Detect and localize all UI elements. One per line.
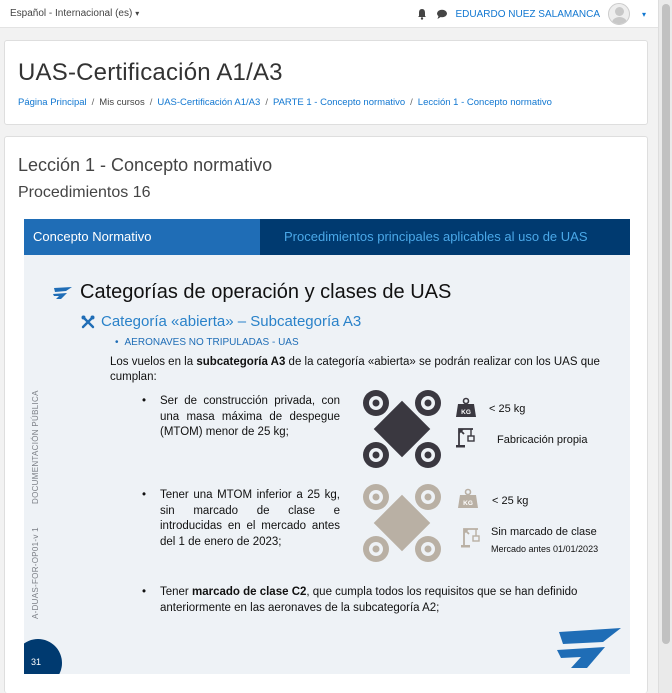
bullet-dot: • xyxy=(115,337,119,348)
breadcrumb-separator: / xyxy=(91,97,95,108)
intro-pre: Los vuelos en la xyxy=(110,356,197,368)
slide-image xyxy=(24,219,630,674)
bullet-dot: • xyxy=(142,395,147,407)
lesson-title: Lección 1 - Concepto normativo xyxy=(18,155,273,175)
breadcrumb-part[interactable]: PARTE 1 - Concepto normativo xyxy=(272,97,406,108)
slide-subheading: Categoría «abierta» – Subcategoría A3 xyxy=(101,313,362,330)
slide-intro xyxy=(110,355,620,385)
intro-post: de la categoría «abierta» se podrán realizar con los UAS que cumplan: xyxy=(110,356,600,383)
page-title: UAS-Certificación A1/A3 xyxy=(18,59,283,86)
requirement-text-1: Ser de construcción privada, con una masa máxima de despegue (MTOM) menor de 25 kg; xyxy=(160,395,340,438)
aesa-logo-icon xyxy=(52,285,74,301)
breadcrumb-my-courses: Mis cursos xyxy=(99,97,145,108)
language-selector[interactable] xyxy=(10,8,139,19)
slide-bullet-small xyxy=(115,337,299,348)
drone-dark-icon xyxy=(362,389,442,469)
user-avatar[interactable] xyxy=(608,3,630,25)
breadcrumb-separator: / xyxy=(265,97,268,108)
item3-bold: marcado de clase C2 xyxy=(191,586,307,598)
user-nav xyxy=(416,2,646,26)
user-menu-chevron-icon[interactable]: ▾ xyxy=(641,9,646,19)
bullet-dot: • xyxy=(142,586,147,598)
page-header xyxy=(4,40,648,125)
breadcrumb-course[interactable]: UAS-Certificación A1/A3 xyxy=(157,97,261,108)
bullet-small-text: AERONAVES NO TRIPULADAS - UAS xyxy=(124,337,299,348)
bullet-dot: • xyxy=(142,489,147,501)
item3-pre: Tener xyxy=(160,586,192,598)
breadcrumb-separator: / xyxy=(149,97,153,108)
breadcrumb xyxy=(18,97,552,108)
weight-limit-2: < 25 kg xyxy=(492,495,529,507)
item3-post: , que cumpla todos los requisitos que se han definido anteriormente en las aeronaves de la subcategoría A2; xyxy=(160,586,578,614)
vertical-doc-label: DOCUMENTACIÓN PÚBLICA xyxy=(31,390,40,504)
weight-light-icon xyxy=(457,488,479,510)
weight-kg-label-2: KG xyxy=(463,500,473,507)
build-label: Fabricación propia xyxy=(497,434,588,446)
slide-header-right: Procedimientos principales aplicables al uso de UAS xyxy=(260,219,630,255)
weight-icon xyxy=(455,397,477,419)
class-mark-label: Sin marcado de clase xyxy=(491,526,597,538)
user-name[interactable]: EDUARDO NUEZ SALAMANCA xyxy=(455,8,600,20)
page-number: 31 xyxy=(31,657,42,667)
scrollbar-thumb[interactable] xyxy=(662,4,670,644)
market-date-label: Mercado antes 01/01/2023 xyxy=(491,544,599,554)
drone-light-icon xyxy=(362,483,442,563)
lesson-subtitle: Procedimientos 16 xyxy=(18,184,151,201)
page-number-badge xyxy=(24,639,62,674)
breadcrumb-home[interactable]: Página Principal xyxy=(18,97,87,108)
weight-kg-label: KG xyxy=(461,409,471,416)
crane-light-icon xyxy=(460,526,482,548)
chevron-down-icon: ▾ xyxy=(135,9,140,18)
requirement-text-2: Tener una MTOM inferior a 25 kg, sin marcado de clase e introducidas en el mercado antes del 1 de enero de 2023; xyxy=(160,489,340,548)
slide-header-left: Concepto Normativo xyxy=(24,219,260,255)
breadcrumb-separator: / xyxy=(410,97,413,108)
avatar-head xyxy=(615,7,624,16)
vertical-code-label: A-DUAS-FOR-OP01-v 1 xyxy=(31,527,40,619)
page-scrollbar[interactable] xyxy=(658,0,672,693)
weight-limit-1: < 25 kg xyxy=(489,403,526,415)
avatar-body xyxy=(612,17,627,25)
intro-bold: subcategoría A3 xyxy=(196,356,286,368)
crane-icon xyxy=(455,426,477,448)
lesson-content xyxy=(4,136,648,693)
breadcrumb-lesson[interactable]: Lección 1 - Concepto normativo xyxy=(417,97,552,108)
chat-icon[interactable] xyxy=(436,8,448,20)
requirement-text-3 xyxy=(160,585,620,616)
slide-heading: Categorías de operación y clases de UAS xyxy=(80,281,452,303)
bell-icon[interactable] xyxy=(416,8,428,20)
language-label: Español - Internacional (es) xyxy=(10,8,133,19)
tools-cross-icon xyxy=(81,315,95,329)
top-navbar xyxy=(0,0,658,28)
aesa-large-logo-icon xyxy=(555,624,625,670)
